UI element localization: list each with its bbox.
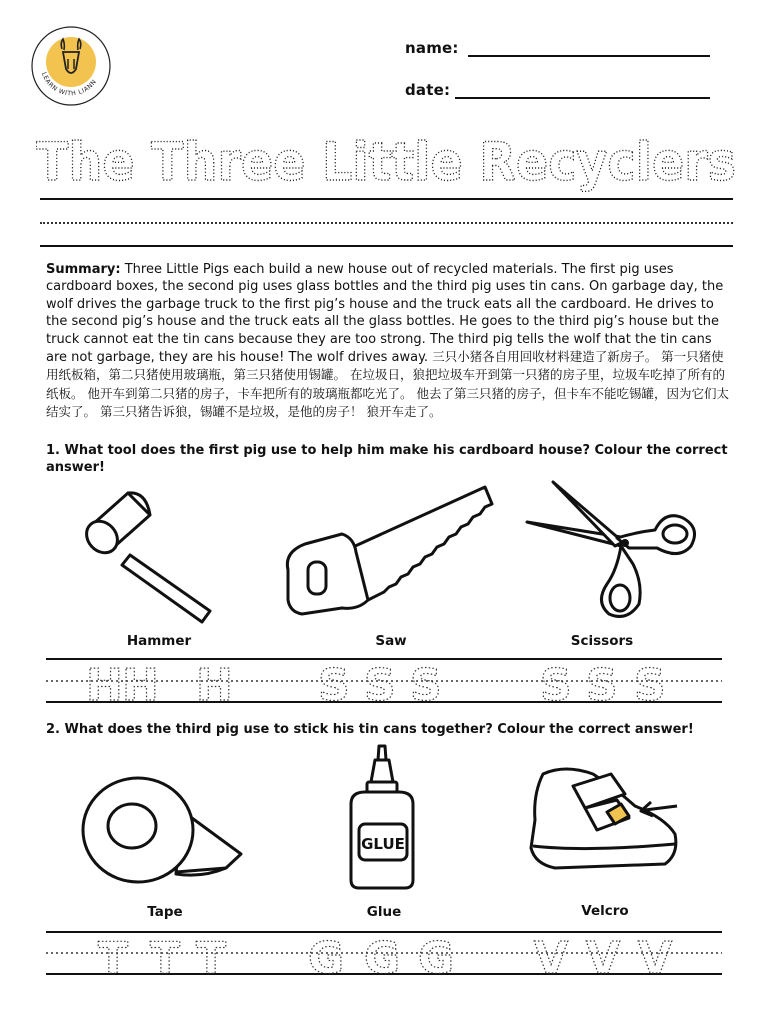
trace-letter: G	[308, 933, 345, 979]
trace-letter: S	[364, 660, 396, 706]
trace-letter: H	[196, 660, 233, 706]
trace-letter: V	[534, 933, 569, 979]
choice-hammer-label: Hammer	[126, 633, 192, 649]
q1-tracing-row[interactable]	[46, 656, 722, 706]
learn-with-liann-logo	[30, 25, 112, 107]
choice-velcro-label: Velcro	[581, 903, 629, 919]
trace-letter: S	[410, 660, 442, 706]
trace-letter: H	[122, 660, 159, 706]
trace-letter: T	[150, 933, 181, 979]
trace-letter: S	[586, 660, 618, 706]
trace-letter: G	[364, 933, 401, 979]
glue-bottle-icon[interactable]	[345, 742, 420, 892]
title-writing-line-bottom	[40, 245, 733, 247]
date-field[interactable]	[455, 97, 710, 99]
worksheet-title	[36, 130, 741, 192]
scissors-icon[interactable]	[525, 480, 705, 620]
trace-letter: H	[86, 660, 123, 706]
question-2: 2. What does the third pig use to stick his tin cans together? Colour the correct answer!	[46, 722, 694, 737]
summary-chinese: 三只小猪各自用回收材料建造了新房子。 第一只猪使用纸板箱，第二只猪使用玻璃瓶，第三只猪使用锡罐。 在垃圾日，狼把垃圾车开到第一只猪的房子里，垃圾车吃掉了所有的纸板。 他开车到第二只猪的房子，卡车把所有的玻璃瓶都吃光了。 他去了第三只猪的房子，但卡车不能吃锡罐，因为它们太结实了。 第三只猪告诉狼，锡罐不是垃圾，是他的房子！ 狼开车走了。	[46, 349, 729, 420]
choice-glue-label: Glue	[366, 904, 402, 920]
choice-saw-label: Saw	[375, 633, 407, 649]
hammer-icon[interactable]	[72, 485, 222, 625]
summary-paragraph	[46, 261, 736, 422]
title-text: The Three Little Recyclers	[36, 132, 736, 192]
summary-english: Three Little Pigs each build a new house out of recycled materials. The first pig uses cardboard boxes, the second pig uses glass bottles and the third pig uses tin cans. On garbage day, the wolf drives the garbage truck to the first pig’s house and the truck eats all the cardboard. He drives to the second pig’s house and the truck eats all the glass bottles. He goes to the third pig’s house but the truck cannot eat the tin cans because they are too strong. The third pig tells the wolf that the tin cans are not garbage, they are his house! The wolf drives away.	[46, 262, 724, 366]
date-label: date:	[405, 81, 451, 99]
trace-letter: T	[196, 933, 227, 979]
trace-letter: T	[98, 933, 129, 979]
q2-tracing-row[interactable]	[46, 929, 722, 979]
question-1: 1. What tool does the first pig use to help him make his cardboard house? Colour the correct answer!	[46, 443, 728, 475]
name-label: name:	[405, 39, 459, 57]
choice-tape-label: Tape	[147, 904, 183, 920]
trace-letter: S	[634, 660, 666, 706]
summary-label: Summary:	[46, 262, 121, 277]
tape-icon[interactable]	[76, 770, 246, 890]
choice-scissors-label: Scissors	[570, 633, 634, 649]
saw-icon[interactable]	[280, 482, 495, 622]
name-field[interactable]	[468, 55, 710, 57]
trace-letter: G	[418, 933, 455, 979]
glue-label-text: GLUE	[361, 835, 405, 853]
trace-letter: S	[318, 660, 350, 706]
trace-letter: S	[540, 660, 572, 706]
title-writing-line-mid	[40, 222, 733, 224]
title-writing-line-top	[40, 198, 733, 200]
svg-text:LEARN WITH LIANN: LEARN WITH LIANN	[40, 71, 99, 98]
velcro-shoe-icon[interactable]	[525, 760, 695, 880]
trace-letter: V	[638, 933, 673, 979]
trace-letter: V	[586, 933, 621, 979]
